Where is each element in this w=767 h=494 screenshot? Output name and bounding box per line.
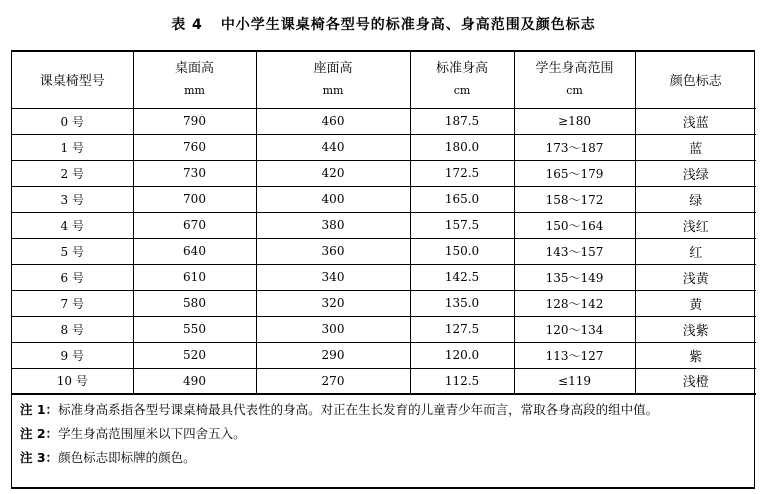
cell-height-range: 173～187 xyxy=(514,134,635,160)
cell-standard-height: 127.5 xyxy=(410,316,514,342)
cell-seat-height: 440 xyxy=(256,134,410,160)
header-color-mark: 颜色标志 xyxy=(635,52,756,108)
cell-desk-height: 580 xyxy=(133,290,256,316)
cell-desk-height: 610 xyxy=(133,264,256,290)
cell-standard-height: 180.0 xyxy=(410,134,514,160)
cell-color-mark: 浅黄 xyxy=(635,264,756,290)
note-1 xyxy=(20,399,746,421)
note-2 xyxy=(20,423,746,445)
table-header-row xyxy=(12,52,756,108)
cell-desk-height: 700 xyxy=(133,186,256,212)
cell-color-mark: 浅橙 xyxy=(635,368,756,394)
note-text: 颜色标志即标牌的颜色。 xyxy=(58,450,196,465)
cell-seat-height: 320 xyxy=(256,290,410,316)
cell-seat-height: 340 xyxy=(256,264,410,290)
table-row xyxy=(12,134,756,160)
cell-desk-height: 640 xyxy=(133,238,256,264)
cell-color-mark: 浅绿 xyxy=(635,160,756,186)
table-body xyxy=(12,108,756,394)
cell-model: 7 号 xyxy=(12,290,133,316)
cell-height-range: 120～134 xyxy=(514,316,635,342)
cell-desk-height: 760 xyxy=(133,134,256,160)
header-seat-height: 座面高 mm xyxy=(256,52,410,108)
cell-height-range: 135～149 xyxy=(514,264,635,290)
cell-seat-height: 400 xyxy=(256,186,410,212)
cell-height-range: 165～179 xyxy=(514,160,635,186)
cell-desk-height: 790 xyxy=(133,108,256,134)
table-row xyxy=(12,160,756,186)
cell-model: 0 号 xyxy=(12,108,133,134)
cell-height-range: 128～142 xyxy=(514,290,635,316)
cell-seat-height: 290 xyxy=(256,342,410,368)
table-row xyxy=(12,342,756,368)
cell-color-mark: 浅蓝 xyxy=(635,108,756,134)
cell-seat-height: 420 xyxy=(256,160,410,186)
table-row xyxy=(12,316,756,342)
table-row xyxy=(12,264,756,290)
table-row xyxy=(12,238,756,264)
cell-seat-height: 270 xyxy=(256,368,410,394)
cell-model: 6 号 xyxy=(12,264,133,290)
table-number: 表 4 xyxy=(171,17,203,33)
cell-seat-height: 380 xyxy=(256,212,410,238)
cell-standard-height: 187.5 xyxy=(410,108,514,134)
cell-standard-height: 172.5 xyxy=(410,160,514,186)
note-3 xyxy=(20,447,746,469)
cell-color-mark: 黄 xyxy=(635,290,756,316)
note-tag: 注 3： xyxy=(20,450,59,465)
cell-standard-height: 120.0 xyxy=(410,342,514,368)
cell-color-mark: 浅紫 xyxy=(635,316,756,342)
header-model: 课桌椅型号 xyxy=(12,52,133,108)
cell-model: 5 号 xyxy=(12,238,133,264)
cell-color-mark: 浅红 xyxy=(635,212,756,238)
cell-desk-height: 670 xyxy=(133,212,256,238)
cell-model: 8 号 xyxy=(12,316,133,342)
desk-chair-size-table xyxy=(12,52,756,395)
table-notes xyxy=(12,395,754,469)
cell-desk-height: 550 xyxy=(133,316,256,342)
cell-desk-height: 730 xyxy=(133,160,256,186)
cell-seat-height: 460 xyxy=(256,108,410,134)
cell-height-range: 158～172 xyxy=(514,186,635,212)
table-row xyxy=(12,186,756,212)
note-tag: 注 2： xyxy=(20,426,59,441)
header-standard-height: 标准身高 cm xyxy=(410,52,514,108)
cell-height-range: ≤119 xyxy=(514,368,635,394)
header-height-range: 学生身高范围 cm xyxy=(514,52,635,108)
cell-model: 4 号 xyxy=(12,212,133,238)
cell-standard-height: 157.5 xyxy=(410,212,514,238)
cell-height-range: 150～164 xyxy=(514,212,635,238)
cell-standard-height: 112.5 xyxy=(410,368,514,394)
cell-model: 10 号 xyxy=(12,368,133,394)
cell-model: 3 号 xyxy=(12,186,133,212)
note-text: 学生身高范围厘米以下四舍五入。 xyxy=(58,426,246,441)
cell-standard-height: 142.5 xyxy=(410,264,514,290)
cell-standard-height: 165.0 xyxy=(410,186,514,212)
cell-desk-height: 490 xyxy=(133,368,256,394)
cell-height-range: ≥180 xyxy=(514,108,635,134)
table-row xyxy=(12,368,756,394)
cell-model: 9 号 xyxy=(12,342,133,368)
cell-color-mark: 蓝 xyxy=(635,134,756,160)
cell-color-mark: 紫 xyxy=(635,342,756,368)
table-row xyxy=(12,212,756,238)
header-desk-height: 桌面高 mm xyxy=(133,52,256,108)
cell-standard-height: 135.0 xyxy=(410,290,514,316)
table-title: 中小学生课桌椅各型号的标准身高、身高范围及颜色标志 xyxy=(220,17,596,33)
note-tag: 注 1： xyxy=(20,402,59,417)
cell-model: 2 号 xyxy=(12,160,133,186)
cell-height-range: 113～127 xyxy=(514,342,635,368)
cell-color-mark: 绿 xyxy=(635,186,756,212)
cell-seat-height: 300 xyxy=(256,316,410,342)
table-frame xyxy=(11,50,755,489)
cell-color-mark: 红 xyxy=(635,238,756,264)
table-caption xyxy=(0,14,767,34)
cell-height-range: 143～157 xyxy=(514,238,635,264)
note-text: 标准身高系指各型号课桌椅最具代表性的身高。对正在生长发育的儿童青少年而言，常取各身高段的组中值。 xyxy=(58,402,659,417)
cell-desk-height: 520 xyxy=(133,342,256,368)
cell-standard-height: 150.0 xyxy=(410,238,514,264)
table-row xyxy=(12,290,756,316)
cell-seat-height: 360 xyxy=(256,238,410,264)
table-row xyxy=(12,108,756,134)
cell-model: 1 号 xyxy=(12,134,133,160)
